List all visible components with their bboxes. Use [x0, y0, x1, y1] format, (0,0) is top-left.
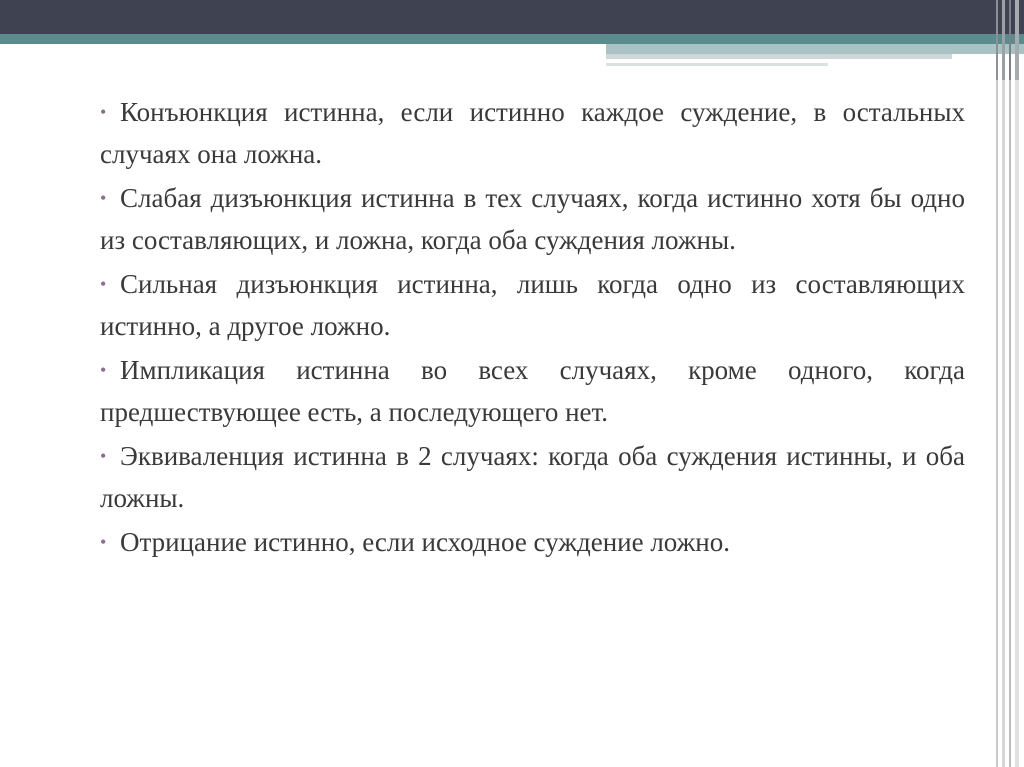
side-stripe-top [1015, 0, 1019, 80]
list-item-text: Конъюнкция истинна, если истинно каждое суждение, в остальных случаях она ложна. [100, 97, 965, 169]
header-band-line [606, 63, 828, 66]
list-item-text: Слабая дизъюнкция истинна в тех случаях, когда истинно хотя бы одно из составляющих, и ложна, когда оба суждения ложны. [100, 183, 965, 255]
header-band-accent [606, 44, 1024, 54]
bullet-icon: • [100, 102, 107, 122]
list-item [100, 263, 965, 347]
list-item [100, 177, 965, 261]
list-item [100, 521, 965, 563]
bullet-list [100, 91, 965, 565]
side-stripe [1009, 0, 1011, 767]
side-stripe-top [1009, 0, 1011, 80]
side-stripe-top [1002, 0, 1005, 80]
list-item [100, 435, 965, 519]
side-stripe-top [996, 0, 998, 80]
header-band-dark [0, 0, 1024, 34]
header-band-gray [606, 54, 952, 59]
list-item-text: Сильная дизъюнкция истинна, лишь когда одно из составляющих истинно, а другое ложно. [100, 269, 965, 341]
bullet-icon: • [100, 532, 107, 552]
side-stripe [1015, 0, 1019, 767]
bullet-icon: • [100, 446, 107, 466]
bullet-icon: • [100, 274, 107, 294]
list-item-text: Отрицание истинно, если исходное суждение ложно. [120, 527, 730, 557]
list-item [100, 91, 965, 175]
bullet-icon: • [100, 360, 107, 380]
list-item-text: Эквиваленция истинна в 2 случаях: когда оба суждения истинны, и оба ложны. [100, 441, 965, 513]
bullet-icon: • [100, 188, 107, 208]
side-stripe [996, 0, 998, 767]
list-item [100, 349, 965, 433]
header-band-teal [0, 34, 1024, 44]
side-stripe [1002, 0, 1005, 767]
list-item-text: Импликация истинна во всех случаях, кроме одного, когда предшествующее есть, а последующего нет. [100, 355, 965, 427]
